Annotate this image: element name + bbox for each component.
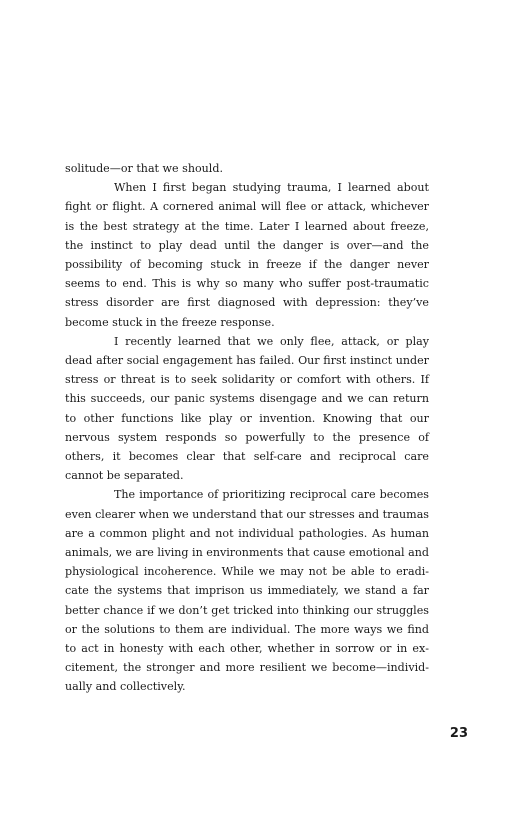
body-text — [65, 159, 429, 697]
paragraph-continuation: solitude—or that we should. — [65, 162, 223, 175]
paragraph-social-engagement: I recently learned that we only flee, attack, or play dead after social engagement has failed. Our first instinct under stress or threat is to seek solidarity or comfort with others. If this succeeds, our panic systems disengage and we can return to other functions like play or invention. Knowing that our nervous system responds so powerfully to the presence of others, it becomes clear that self-care and reciprocal care cannot be separated. — [65, 334, 429, 483]
page-number: 23 — [449, 726, 468, 741]
paragraph-reciprocal-care: The importance of prioritizing reciprocal care becomes even clearer when we understand that our stresses and traumas are a common plight and not individual pathologies. As human animals, we are living in environments that cause emotional and physiological incoherence. While we may not be able to eradicate the systems that imprison us immediately, we stand a far better chance if we don’t get tricked into thinking our struggles or the solutions to them are individual. The more ways we find to act in honesty with each other, whether in sorrow or in excitement, the stronger and more resilient we become—individually and collectively. — [65, 488, 429, 694]
paragraph-fight-flight-freeze: When I first began studying trauma, I learned about fight or flight. A cornered animal will flee or attack, whichever is the best strategy at the time. Later I learned about freeze, the instinct to play dead until the danger is over—and the possibility of becoming stuck in freeze if the danger never seems to end. This is why so many who suffer post-traumatic stress disorder are first diagnosed with depression: they’ve become stuck in the freeze response. — [65, 181, 429, 329]
